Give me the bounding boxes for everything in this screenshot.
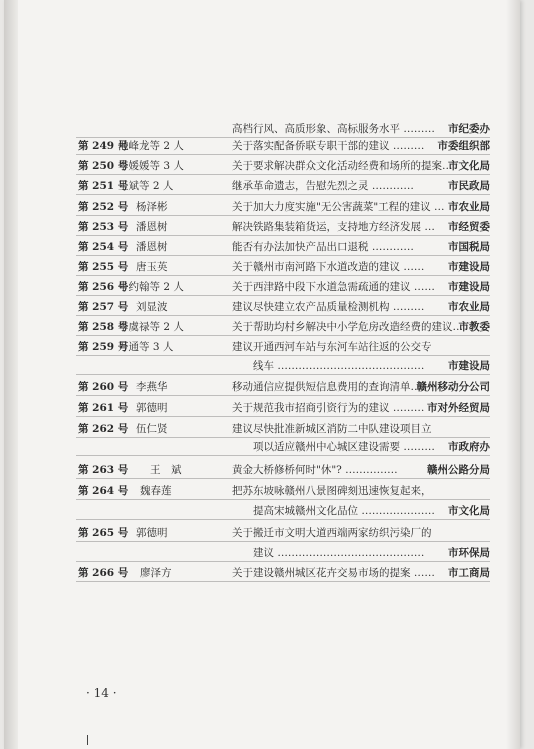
proposal-title: 项以适应赣州中心城区建设需要 ………	[232, 441, 435, 453]
row-rule	[76, 395, 490, 396]
proposal-title: 把苏东坡咏赣州八景图碑刻迅速恢复起来，	[232, 485, 432, 497]
proposal-number: 第 261 号	[78, 402, 129, 414]
proposal-title: 关于西津路中段下水道急需疏通的建议 ……	[232, 281, 435, 293]
proposal-number: 第 255 号	[78, 261, 129, 273]
proposer-name: 王斌等 2 人	[118, 180, 174, 192]
row-rule	[76, 416, 490, 417]
proposal-number: 第 251 号	[78, 180, 129, 192]
proposal-number: 第 256 号	[78, 281, 129, 293]
handling-department: 市建设局	[448, 360, 490, 372]
proposal-title: 关于规范我市招商引资行为的建议 ………	[232, 402, 425, 414]
proposal-number: 第 254 号	[78, 241, 129, 253]
list-item	[0, 216, 534, 236]
list-item	[0, 256, 534, 276]
handling-department: 市纪委办	[448, 123, 490, 135]
handling-department: 市建设局	[448, 261, 490, 273]
proposer-name: 杨泽彬	[136, 201, 168, 213]
proposal-title: 高档行风、高质形象、高标服务水平 ………	[232, 123, 435, 135]
proposer-name: 池峰龙等 2 人	[118, 140, 184, 152]
handling-department: 市委组织部	[437, 140, 490, 152]
proposer-name: 万通等 3 人	[118, 341, 174, 353]
list-item	[0, 418, 534, 438]
proposal-title: 黄金大桥修桥何时"休"? ……………	[232, 464, 398, 476]
list-item	[0, 522, 534, 542]
proposer-name: 潘恩树	[136, 221, 168, 233]
proposal-title: 关于搬迁市文明大道西端两家纺织污染厂的	[232, 527, 432, 539]
handling-department: 市文化局	[448, 160, 490, 172]
list-item	[0, 480, 534, 500]
proposal-title: 关于加大力度实施"无公害蔬菜"工程的建议 …	[232, 201, 445, 213]
proposal-number: 第 259 号	[78, 341, 129, 353]
list-item	[0, 135, 534, 155]
page-number: · 14 ·	[86, 686, 117, 700]
list-item	[0, 236, 534, 256]
proposal-number: 第 252 号	[78, 201, 129, 213]
handling-department: 赣州移动分公司	[416, 381, 490, 393]
proposal-number: 第 265 号	[78, 527, 129, 539]
row-rule	[76, 581, 490, 582]
row-rule	[76, 455, 490, 456]
proposal-number: 第 258 号	[78, 321, 129, 333]
proposer-name: 李燕华	[136, 381, 168, 393]
handling-department: 市文化局	[448, 505, 490, 517]
list-item	[0, 296, 534, 316]
proposal-title: 建议 ……………………………………	[232, 547, 425, 559]
proposal-number: 第 257 号	[78, 301, 129, 313]
proposal-title: 建议尽快建立农产品质量检测机构 ………	[232, 301, 425, 313]
handling-department: 市政府办	[448, 441, 490, 453]
proposer-name: 王 斌	[150, 464, 182, 476]
list-item	[0, 155, 534, 175]
proposer-name: 魏春莲	[140, 485, 172, 497]
handling-department: 市环保局	[448, 547, 490, 559]
row-rule	[76, 519, 490, 520]
list-item	[0, 355, 534, 375]
proposer-name: 廖泽方	[140, 567, 172, 579]
handling-department: 赣州公路分局	[427, 464, 490, 476]
proposal-number: 第 260 号	[78, 381, 129, 393]
proposal-title: 解决铁路集装箱货运，支持地方经济发展 …	[232, 221, 435, 233]
proposal-title: 提高宋城赣州文化品位 …………………	[232, 505, 435, 517]
proposer-name: 伍仁贤	[136, 423, 168, 435]
proposer-name: 郭德明	[136, 402, 168, 414]
proposal-title: 建议尽快批准新城区消防二中队建设项目立	[232, 423, 432, 435]
proposal-title: 关于赣州市南河路下水道改造的建议 ……	[232, 261, 425, 273]
proposal-title: 建议开通西河车站与东河车站往返的公交专	[232, 341, 432, 353]
proposer-name: 牛约翰等 2 人	[118, 281, 184, 293]
row-rule	[76, 374, 490, 375]
handling-department: 市农业局	[448, 201, 490, 213]
proposal-number: 第 262 号	[78, 423, 129, 435]
handling-department: 市民政局	[448, 180, 490, 192]
proposal-number: 第 250 号	[78, 160, 129, 172]
list-item	[0, 562, 534, 582]
row-rule	[76, 478, 490, 479]
list-item	[0, 397, 534, 417]
list-item	[0, 542, 534, 562]
handling-department: 市经贸委	[448, 221, 490, 233]
proposer-name: 唐玉英	[136, 261, 168, 273]
handling-department: 市国税局	[448, 241, 490, 253]
proposal-title: 线车 ……………………………………	[232, 360, 425, 372]
proposal-title: 关于要求解决群众文化活动经费和场所的提案…	[232, 160, 453, 172]
list-item	[0, 376, 534, 396]
proposal-number: 第 264 号	[78, 485, 129, 497]
handling-department: 市农业局	[448, 301, 490, 313]
proposer-name: 潘恩树	[136, 241, 168, 253]
list-item	[0, 336, 534, 356]
proposal-title: 继承革命遗志，告慰先烈之灵 …………	[232, 180, 414, 192]
page-margin-mark	[87, 735, 88, 745]
list-item	[0, 196, 534, 216]
proposer-name: 郭德明	[136, 527, 168, 539]
proposal-title: 关于帮助均村乡解决中小学危房改造经费的建议…	[232, 321, 463, 333]
proposal-number: 第 253 号	[78, 221, 129, 233]
proposer-name: 李虞禄等 2 人	[118, 321, 184, 333]
row-rule	[76, 194, 490, 195]
handling-department: 市建设局	[448, 281, 490, 293]
list-item	[0, 175, 534, 195]
proposal-number: 第 249 号	[78, 140, 129, 152]
list-item	[0, 316, 534, 336]
handling-department: 市教委	[458, 321, 490, 333]
list-item	[0, 436, 534, 456]
proposer-name: 李媛媛等 3 人	[118, 160, 184, 172]
proposal-number: 第 263 号	[78, 464, 129, 476]
proposal-title: 能否有办法加快产品出口退税 …………	[232, 241, 414, 253]
proposal-title: 关于落实配备侨联专职干部的建议 ………	[232, 140, 425, 152]
list-item	[0, 459, 534, 479]
proposal-number: 第 266 号	[78, 567, 129, 579]
proposer-name: 刘显波	[136, 301, 168, 313]
handling-department: 市工商局	[448, 567, 490, 579]
proposal-title: 移动通信应提供短信息费用的查询清单…	[232, 381, 421, 393]
list-item	[0, 276, 534, 296]
proposal-title: 关于建设赣州城区花卉交易市场的提案 ……	[232, 567, 435, 579]
list-item	[0, 500, 534, 520]
handling-department: 市对外经贸局	[427, 402, 490, 414]
